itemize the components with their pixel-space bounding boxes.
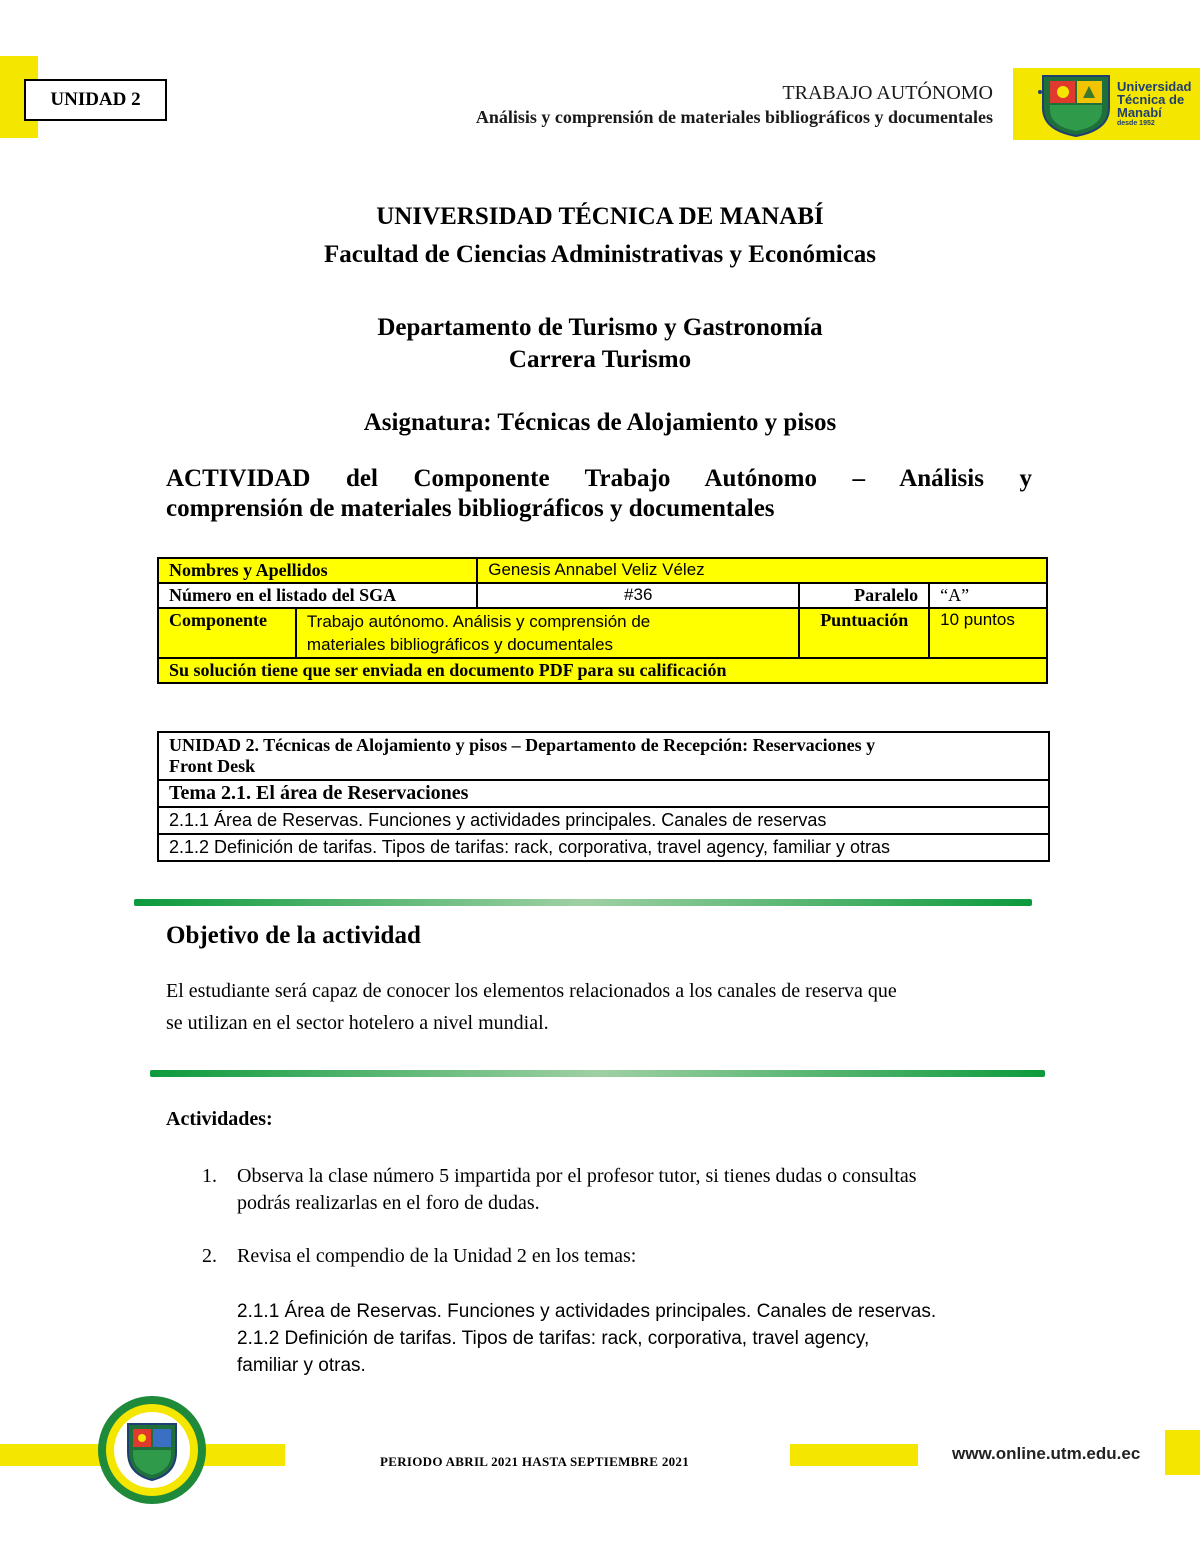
list-number-value: #36 <box>477 583 799 608</box>
score-label: Puntuación <box>799 608 929 658</box>
activity-title-line-1: ACTIVIDAD del Componente Trabajo Autónomo – Análisis y <box>166 465 1032 492</box>
subject-title: Asignatura: Técnicas de Alojamiento y pisos <box>363 409 837 436</box>
university-seal-icon <box>96 1394 208 1506</box>
activities-heading: Actividades: <box>166 1108 273 1130</box>
student-info-table <box>157 557 1048 684</box>
header-title: TRABAJO AUTÓNOMO <box>782 82 993 104</box>
department-title: Departamento de Turismo y Gastronomía <box>377 314 823 341</box>
list-number-label: Número en el listado del SGA <box>158 583 477 608</box>
unit-label-box: UNIDAD 2 <box>24 79 167 121</box>
footer-yellow-bar-right <box>1165 1430 1200 1475</box>
list-item <box>202 1163 1042 1217</box>
career-title: Carrera Turismo <box>508 346 692 373</box>
objective-text-line-1: El estudiante será capaz de conocer los elementos relacionados a los canales de reserva que <box>166 980 897 1002</box>
list-item-number: 1. <box>202 1165 217 1187</box>
objective-heading: Objetivo de la actividad <box>166 922 421 949</box>
university-title: UNIVERSIDAD TÉCNICA DE MANABÍ <box>376 203 824 230</box>
component-value <box>296 608 799 658</box>
subtopic-1-cell: 2.1.1 Área de Reservas. Funciones y actividades principales. Canales de reservas <box>158 807 1049 834</box>
names-label: Nombres y Apellidos <box>158 558 477 583</box>
table-row <box>158 780 1049 807</box>
topic-line: familiar y otras. <box>237 1355 366 1376</box>
unit-topics-table <box>157 731 1050 862</box>
footer-yellow-bar-middle <box>790 1444 918 1466</box>
table-row <box>158 807 1049 834</box>
list-item <box>202 1243 1042 1270</box>
component-value-line-1: Trabajo autónomo. Análisis y comprensión de <box>306 612 651 631</box>
topic-line: 2.1.1 Área de Reservas. Funciones y actividades principales. Canales de reservas. <box>237 1301 937 1322</box>
university-logo-text <box>1117 80 1191 128</box>
unit-title-cell <box>158 732 1049 780</box>
list-item-text-line-1: Observa la clase número 5 impartida por el profesor tutor, si tienes dudas o consultas <box>237 1165 917 1187</box>
subtopic-2-cell: 2.1.2 Definición de tarifas. Tipos de tarifas: rack, corporativa, travel agency, familiar y otras <box>158 834 1049 861</box>
activity-title-line-2: comprensión de materiales bibliográficos y documentales <box>166 495 775 522</box>
logo-line-1: Universidad <box>1117 79 1192 94</box>
list-item-text-line-2: podrás realizarlas en el foro de dudas. <box>237 1192 540 1214</box>
names-value: Genesis Annabel Veliz Vélez <box>477 558 1047 583</box>
header-subtitle: Análisis y comprensión de materiales bibliográficos y documentales <box>475 107 993 127</box>
submission-notice: Su solución tiene que ser enviada en documento PDF para su calificación <box>158 658 1047 683</box>
topic-cell: Tema 2.1. El área de Reservaciones <box>158 780 1049 807</box>
unit-title-line-1: UNIDAD 2. Técnicas de Alojamiento y pisos – Departamento de Recepción: Reservaciones y <box>169 735 876 755</box>
logo-since: desde 1952 <box>1117 120 1155 127</box>
objective-text <box>166 975 1046 1039</box>
logo-line-3: Manabí <box>1117 105 1162 120</box>
faculty-title: Facultad de Ciencias Administrativas y Económicas <box>323 241 877 268</box>
table-row <box>158 834 1049 861</box>
list-item-number: 2. <box>202 1245 217 1267</box>
footer-url[interactable]: www.online.utm.edu.ec <box>952 1444 1141 1463</box>
table-row <box>158 732 1049 780</box>
table-row <box>158 658 1047 683</box>
table-row <box>158 583 1047 608</box>
parallel-label: Paralelo <box>799 583 929 608</box>
objective-text-line-2: se utilizan en el sector hotelero a nivel mundial. <box>166 1012 549 1034</box>
topic-line: 2.1.2 Definición de tarifas. Tipos de tarifas: rack, corporativa, travel agency, <box>237 1328 870 1349</box>
topics-list <box>237 1298 1037 1379</box>
component-value-line-2: materiales bibliográficos y documentales <box>306 635 614 654</box>
table-row <box>158 608 1047 658</box>
list-item-text-line-1: Revisa el compendio de la Unidad 2 en los temas: <box>237 1245 637 1267</box>
component-label: Componente <box>158 608 296 658</box>
green-divider <box>134 899 1032 906</box>
green-divider <box>150 1070 1045 1077</box>
logo-line-2: Técnica de <box>1117 92 1185 107</box>
parallel-value: “A” <box>929 583 1047 608</box>
footer-period: PERIODO ABRIL 2021 HASTA SEPTIEMBRE 2021 <box>380 1454 690 1469</box>
table-row <box>158 558 1047 583</box>
unit-title-line-2: Front Desk <box>169 756 256 776</box>
score-value: 10 puntos <box>929 608 1047 658</box>
